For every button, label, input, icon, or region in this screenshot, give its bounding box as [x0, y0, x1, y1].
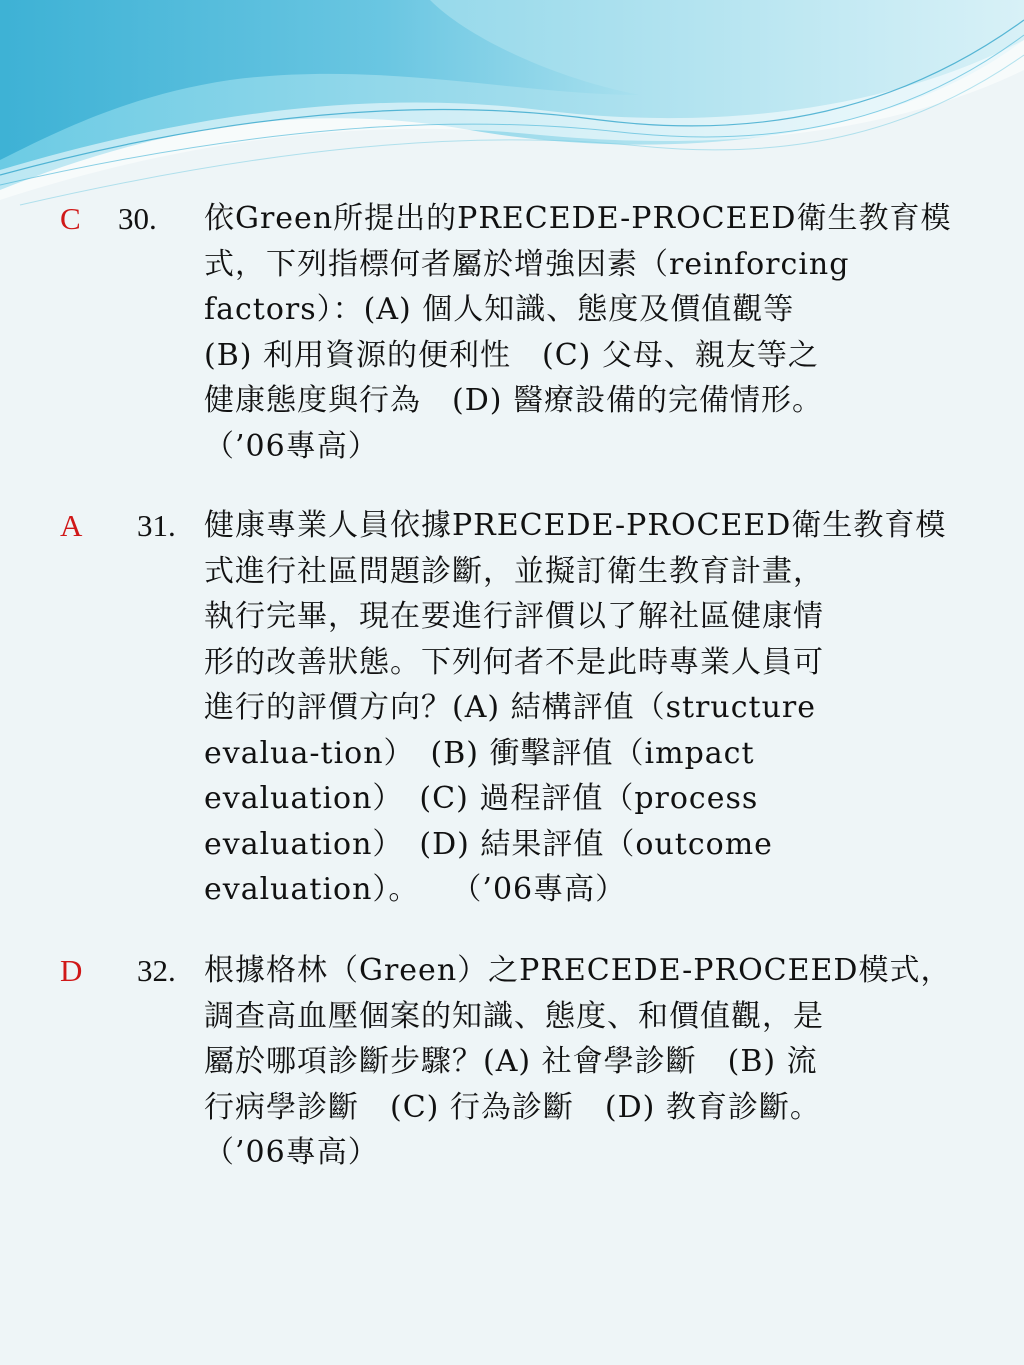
stem-line: 形的改善狀態。下列何者不是此時專業人員可 — [204, 644, 824, 680]
question-number: 30. — [118, 201, 157, 236]
stem-line: 執行完畢，現在要進行評價以了解社區健康情 — [204, 599, 824, 634]
stem-line: 依Green所提出的PRECEDE-PROCEED衛生教育模 — [204, 201, 952, 236]
question-stem — [204, 948, 984, 1176]
header-wave-decoration — [0, 0, 1024, 220]
stem-line: evalua-tion） (B) 衝擊評值（impact — [204, 735, 755, 771]
answer-key: A — [60, 508, 83, 543]
answer-key: D — [60, 953, 83, 988]
stem-line: 健康態度與行為 (D) 醫療設備的完備情形。 — [204, 383, 823, 418]
stem-line: 健康專業人員依據PRECEDE-PROCEED衛生教育模 — [204, 508, 947, 543]
question-number: 32. — [137, 953, 176, 988]
stem-line: 行病學診斷 (C) 行為診斷 (D) 教育診斷。 — [204, 1089, 821, 1125]
stem-line: （’06專高） — [204, 1135, 379, 1170]
stem-line: 屬於哪項診斷步驟？(A) 社會學診斷 (B) 流 — [204, 1044, 818, 1079]
stem-line: evaluation） (D) 結果評值（outcome — [204, 826, 773, 862]
stem-line: 進行的評價方向？(A) 結構評值（structure — [204, 690, 816, 725]
answer-key: C — [60, 201, 81, 236]
question-stem — [204, 503, 984, 913]
stem-line: 式，下列指標何者屬於增強因素（reinforcing — [204, 246, 850, 282]
question-number: 31. — [137, 508, 176, 543]
stem-line: 調查高血壓個案的知識、態度、和價值觀，是 — [204, 998, 824, 1034]
stem-line: (B) 利用資源的便利性 (C) 父母、親友等之 — [204, 337, 819, 373]
stem-line: evaluation） (C) 過程評值（process — [204, 781, 759, 816]
stem-line: 根據格林（Green）之PRECEDE-PROCEED模式， — [204, 953, 952, 988]
stem-line: 式進行社區問題診斷，並擬訂衛生教育計畫， — [204, 553, 824, 589]
stem-line: evaluation）。 （’06專高） — [204, 872, 627, 907]
stem-line: （’06專高） — [204, 428, 379, 464]
question-stem — [204, 196, 984, 469]
stem-line: factors）：(A) 個人知識、態度及價值觀等 — [204, 292, 795, 327]
